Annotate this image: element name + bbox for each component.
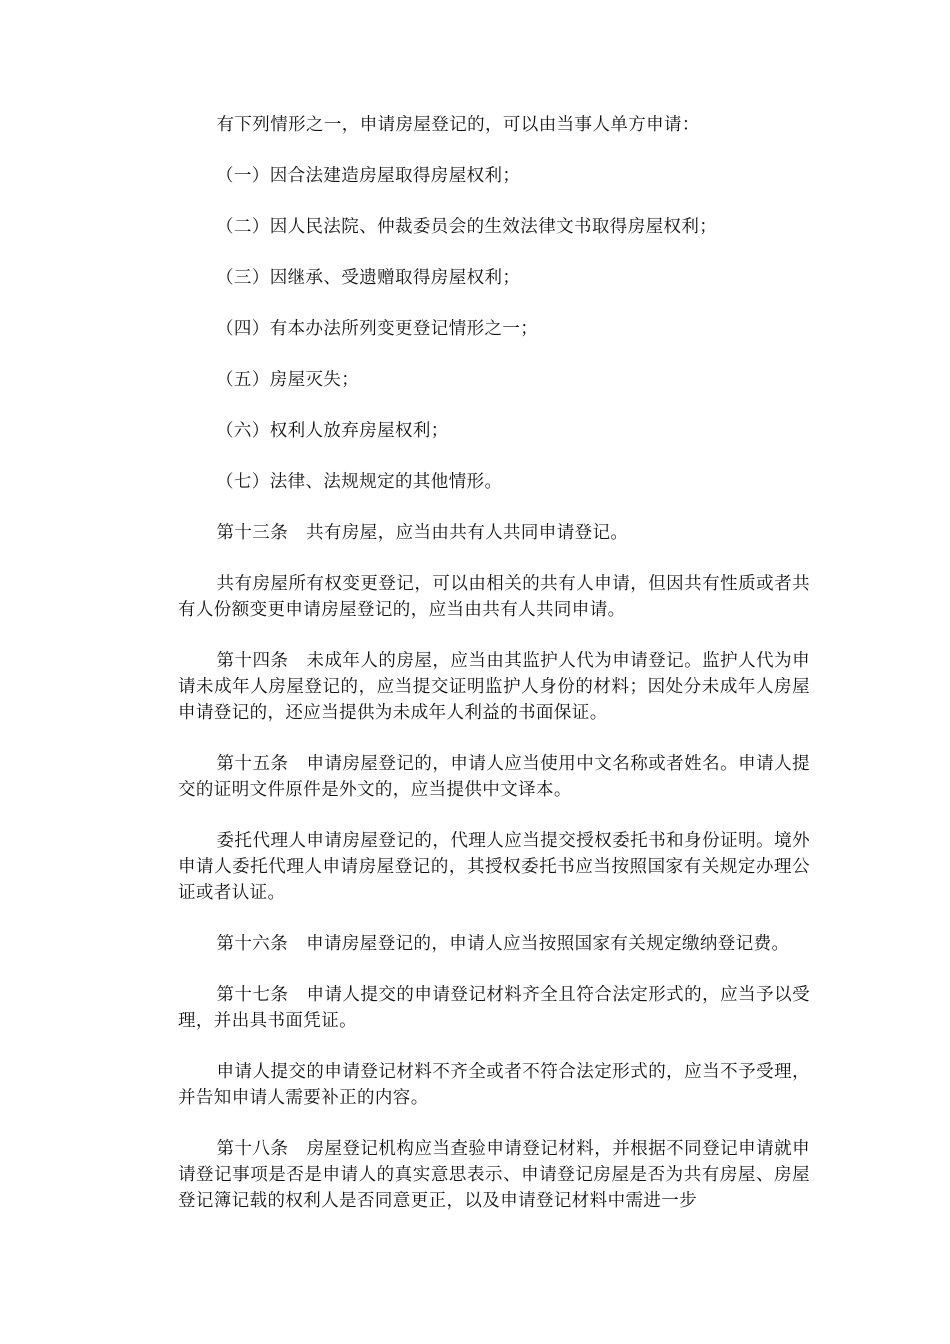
list-item-7: （七）法律、法规规定的其他情形。 xyxy=(216,472,503,492)
article-15-text: 申请房屋登记的，申请人应当使用中文名称或者姓名。申请人提交的证明文件原件是外文的，应当提供中文译本。 xyxy=(178,754,810,800)
article-17-number: 第十七条 xyxy=(216,985,289,1005)
intro-paragraph: 有下列情形之一，申请房屋登记的，可以由当事人单方申请： xyxy=(216,115,700,135)
article-18-text: 房屋登记机构应当查验申请登记材料，并根据不同登记申请就申请登记事项是否是申请人的真实意思表示、申请登记房屋是否为共有房屋、房屋登记簿记载的权利人是否同意更正，以及申请登记材料中需进一步 xyxy=(178,1139,810,1211)
article-18-paragraph xyxy=(178,1136,810,1214)
article-13-paragraph-2: 共有房屋所有权变更登记，可以由相关的共有人申请，但因共有性质或者共有人份额变更申请房屋登记的，应当由共有人共同申请。 xyxy=(178,574,810,620)
list-item-3: （三）因继承、受遗赠取得房屋权利； xyxy=(216,268,521,288)
article-17-paragraph-2: 申请人提交的申请登记材料不齐全或者不符合法定形式的，应当不予受理，并告知申请人需要补正的内容。 xyxy=(178,1062,810,1108)
article-17-paragraph xyxy=(178,982,810,1034)
article-17-text: 申请人提交的申请登记材料齐全且符合法定形式的，应当予以受理，并出具书面凭证。 xyxy=(178,985,810,1031)
article-15-paragraph-2: 委托代理人申请房屋登记的，代理人应当提交授权委托书和身份证明。境外申请人委托代理人申请房屋登记的，其授权委托书应当按照国家有关规定办理公证或者认证。 xyxy=(178,831,810,903)
article-16-paragraph xyxy=(178,931,810,957)
article-13-text: 共有房屋，应当由共有人共同申请登记。 xyxy=(306,523,629,543)
article-14-text: 未成年人的房屋，应当由其监护人代为申请登记。监护人代为申请未成年人房屋登记的，应当提交证明监护人身份的材料；因处分未成年人房屋申请登记的，还应当提供为未成年人利益的书面保证。 xyxy=(178,651,810,723)
article-13-paragraph xyxy=(178,520,810,546)
list-item-4: （四）有本办法所列变更登记情形之一； xyxy=(216,319,539,339)
article-15-number: 第十五条 xyxy=(216,754,289,774)
list-item-2: （二）因人民法院、仲裁委员会的生效法律文书取得房屋权利； xyxy=(216,217,718,237)
article-13-number: 第十三条 xyxy=(216,523,289,543)
article-15-paragraph xyxy=(178,751,810,803)
list-item-6: （六）权利人放弃房屋权利； xyxy=(216,421,449,441)
article-14-number: 第十四条 xyxy=(216,651,289,671)
list-item-1: （一）因合法建造房屋取得房屋权利； xyxy=(216,166,521,186)
list-item-5: （五）房屋灭失； xyxy=(216,370,360,390)
article-14-paragraph xyxy=(178,648,810,726)
article-18-number: 第十八条 xyxy=(216,1139,289,1159)
document-body xyxy=(178,112,810,1239)
article-16-text: 申请房屋登记的，申请人应当按照国家有关规定缴纳登记费。 xyxy=(306,934,790,954)
article-16-number: 第十六条 xyxy=(216,934,289,954)
